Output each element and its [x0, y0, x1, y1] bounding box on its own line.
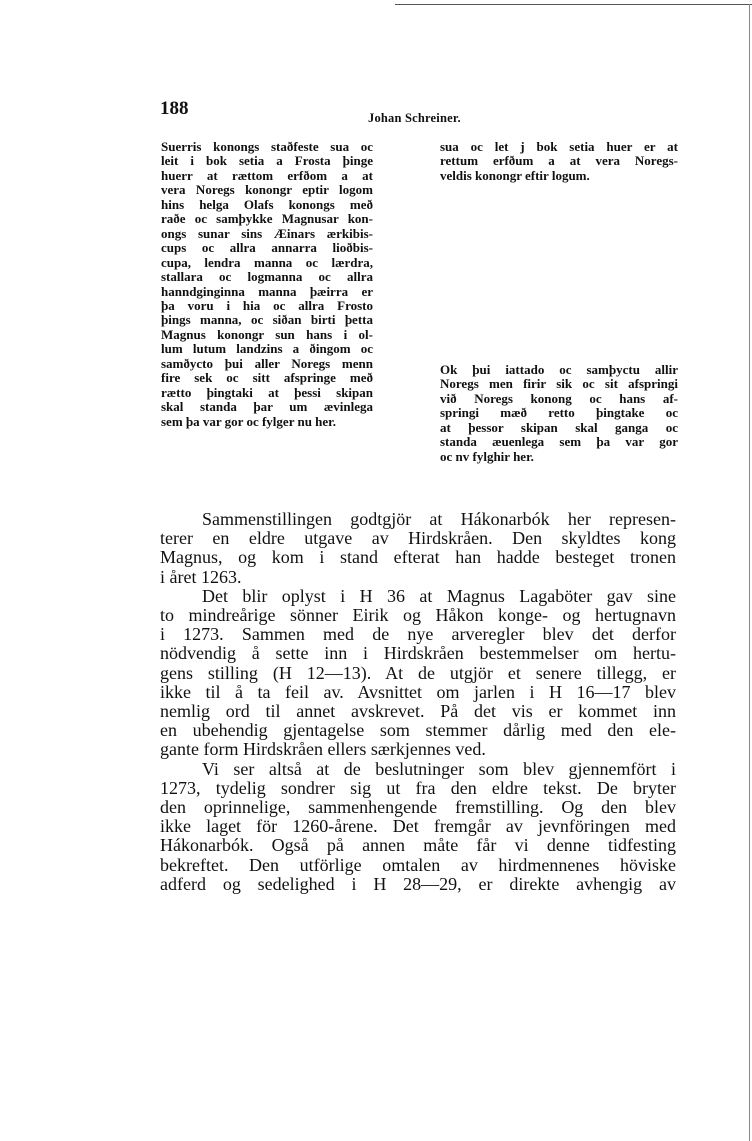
text-line: Ok þui iattado oc samþyctu allir [440, 362, 678, 377]
text-line: nödvendig å sette inn i Hirdskråen bestemmelser om hertu- [160, 643, 676, 664]
text-line: ikke til å ta feil av. Avsnittet om jarlen i H 16—17 blev [160, 681, 676, 702]
left-column-quote [161, 140, 373, 429]
text-line: i 1273. Sammen med de nye arveregler blev det derfor [160, 624, 676, 645]
text-line: den oprinnelige, sammenhengende fremstilling. Og den blev [160, 797, 676, 818]
text-line: bekreftet. Den utförlige omtalen av hirdmennenes höviske [160, 854, 676, 875]
text-line: at þessor skipan skal ganga oc [440, 419, 678, 435]
text-line: rettum erfðum a at vera Noregs- [440, 153, 678, 169]
text-line: standa æuenlega sem þa var gor [440, 434, 678, 450]
text-line: 1273, tydelig sondrer sig ut fra den eldre tekst. De bryter [160, 777, 676, 798]
running-head: Johan Schreiner. [368, 111, 461, 125]
right-column-quote-top [440, 140, 678, 183]
text-line: skal standa þar um ævinlega [161, 399, 373, 415]
text-line: to mindreårige sönner Eirik og Håkon konge- og hertugnavn [160, 605, 676, 626]
main-text [160, 510, 676, 894]
text-line: gante form Hirdskråen ellers særkjennes ved. [160, 739, 486, 760]
text-line: ongs sunar sins Æinars ærkibis- [161, 225, 373, 241]
text-line: rætto þingtaki at þessi skipan [161, 384, 373, 400]
text-line: hanndginginna manna þæirra er [161, 283, 373, 299]
text-line: fire sek oc sitt afspringe með [161, 370, 373, 386]
text-line: samðycto þui aller Noregs menn [161, 355, 373, 371]
text-line: Vi ser altså at de beslutninger som blev gjennemfört i [202, 758, 676, 779]
text-line: sua oc let j bok setia huer er at [440, 139, 678, 154]
text-line: i året 1263. [160, 566, 242, 587]
text-line: raðe oc samþykke Magnusar kon- [161, 211, 373, 227]
paragraph [160, 760, 676, 894]
text-line: við Noregs konong oc hans af- [440, 390, 678, 406]
paragraph [160, 510, 676, 587]
text-line: þa voru i hia oc allra Frosto [161, 297, 373, 313]
text-line: þings manna, oc siðan birti þetta [161, 312, 373, 328]
text-line: oc nv fylghir her. [440, 448, 534, 464]
text-line: adferd og sedelighed i H 28—29, er direkte avhengig av [160, 873, 676, 894]
text-line: springi mæð retto þingtake oc [440, 405, 678, 421]
text-line: hins helga Olafs konongs með [161, 196, 373, 212]
text-line: stallara oc logmanna oc allra [161, 269, 373, 285]
text-line: leit i bok setia a Frosta þinge [161, 153, 373, 169]
text-line: Hákonarbók. Også på annen måte får vi denne tidfesting [160, 835, 676, 856]
text-line: Noregs men firir sik oc sit afspringi [440, 376, 678, 392]
scan-border-top [395, 4, 752, 5]
text-line: veldis konongr eftir logum. [440, 167, 590, 183]
text-line: ikke laget för 1260-årene. Det fremgår av jevnföringen med [160, 816, 676, 837]
text-line: Magnus, og kom i stand efterat han hadde besteget tronen [160, 547, 676, 568]
paragraph [160, 587, 676, 760]
right-column-quote-bottom [440, 363, 678, 464]
text-line: en ubehendig gjentagelse som stemmer dårlig med den ele- [160, 720, 676, 741]
text-line: Sammenstillingen godtgjör at Hákonarbók her represen- [202, 509, 676, 529]
text-line: sem þa var gor oc fylger nu her. [161, 413, 337, 429]
text-line: terer en eldre utgave av Hirdskråen. Den skyldtes kong [160, 528, 676, 549]
text-line: lum lutum landzins a ðingom oc [161, 341, 373, 357]
text-line: Det blir oplyst i H 36 at Magnus Lagaböter gav sine [202, 585, 676, 606]
text-line: Magnus konongr sun hans i ol- [161, 326, 373, 342]
text-line: nemlig ord til annet avskrevet. På det vis er kommet inn [160, 701, 676, 722]
page-number: 188 [160, 98, 189, 119]
text-line: gens stilling (H 12—13). At de utgjör et senere tillegg, er [160, 662, 676, 683]
text-line: cupa, lendra manna oc lærdra, [161, 254, 373, 270]
text-line: huerr at rættom erfðom a at [161, 167, 373, 183]
text-line: Suerris konongs staðfeste sua oc [161, 139, 373, 154]
text-line: vera Noregs konongr eptir logom [161, 182, 373, 198]
scan-border-right [749, 4, 750, 1141]
text-line: cups oc allra annarra lioðbis- [161, 240, 373, 256]
